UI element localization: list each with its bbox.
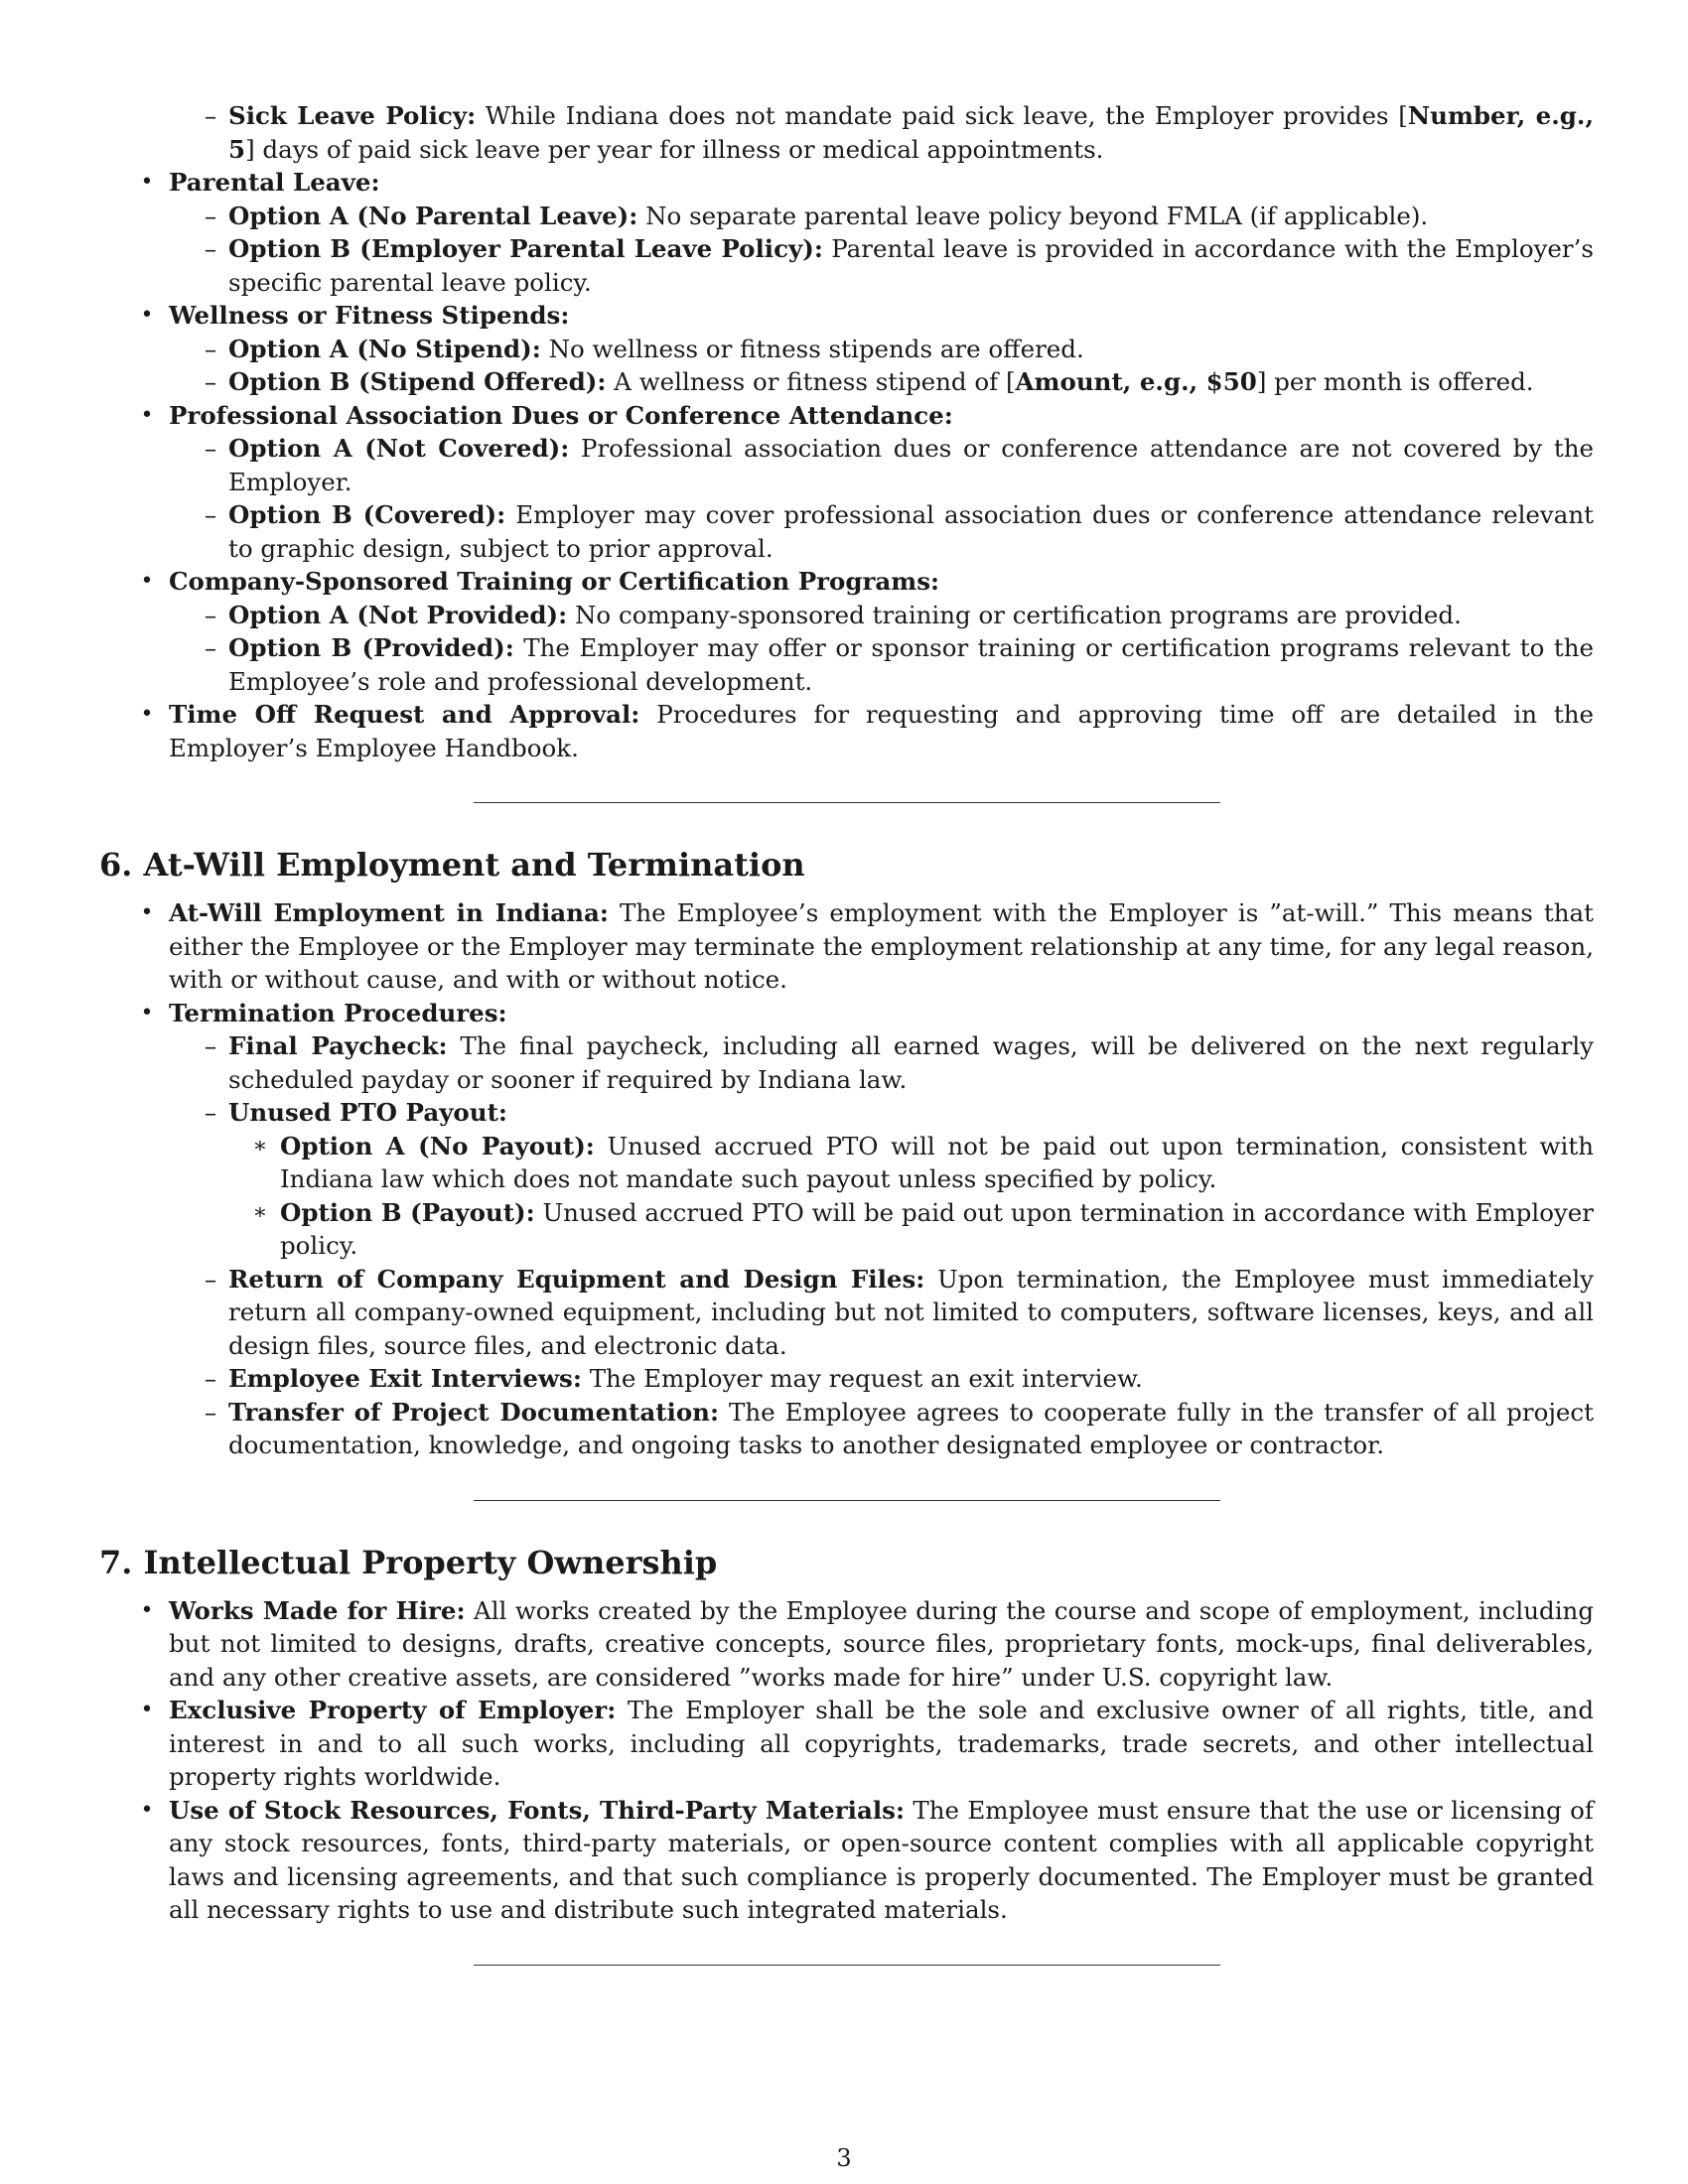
bullet-marker: • [140, 702, 154, 727]
item-text: ] days of paid sick leave per year for illness or medical appointments. [245, 134, 1104, 164]
asterisk-marker: ∗ [252, 1133, 268, 1159]
dash-marker: – [204, 367, 217, 396]
item-label: Use of Stock Resources, Fonts, Third-Party Materials: [169, 1795, 905, 1825]
item-text: The Employer may offer or sponsor training or certification programs relevant to the Employee’s role and professional development. [228, 633, 1595, 696]
item-label: Option B (Covered): [228, 500, 506, 529]
section-7-heading: 7. Intellectual Property Ownership [99, 1543, 718, 1581]
placeholder-text: Number, e.g., 5 [228, 101, 1594, 164]
item-text: Procedures for requesting and approving time off are detailed in the Employer’s Employee Handbook. [169, 700, 1594, 762]
item-label: Unused PTO Payout: [228, 1098, 507, 1127]
dash-marker: – [204, 1364, 217, 1393]
item-text: The Employee must ensure that the use or licensing of any stock resources, fonts, third-party materials, or open-source content complies with all applicable copyright laws and licensing agreements, and that such compliance is properly documented. The Employer must be granted all necessary rights to use and distribute such integrated materials. [169, 1795, 1594, 1924]
item-label: Works Made for Hire: [169, 1595, 466, 1625]
leave-benefits-list [99, 99, 1594, 764]
bullet-marker: • [140, 1000, 154, 1025]
bullet-marker: • [140, 402, 154, 428]
dash-marker: – [204, 500, 217, 529]
item-text: ] per month is offered. [1256, 367, 1534, 396]
dash-marker: – [204, 201, 217, 230]
list-item [99, 399, 1594, 433]
item-text: Professional association dues or conference attendance are not covered by the Employer. [228, 434, 1594, 496]
item-text: The final paycheck, including all earned wages, will be delivered on the next regularly scheduled payday or sooner if required by Indiana law. [228, 1031, 1595, 1094]
item-label: Option B (Employer Parental Leave Policy): [228, 234, 823, 263]
list-item [99, 1029, 1594, 1096]
item-label: Termination Procedures: [169, 998, 507, 1027]
list-item [99, 565, 1594, 599]
bullet-marker: • [140, 170, 154, 195]
item-label: Transfer of Project Documentation: [228, 1397, 720, 1427]
item-text: The Employee agrees to cooperate fully in the transfer of all project documentation, knowledge, and ongoing tasks to another designated employee or contractor. [228, 1397, 1594, 1459]
list-item [99, 1794, 1594, 1927]
item-label: Wellness or Fitness Stipends: [169, 301, 570, 330]
item-label: At-Will Employment in Indiana: [169, 898, 609, 927]
item-text: No wellness or fitness stipends are offered. [540, 334, 1084, 363]
item-label: Employee Exit Interviews: [228, 1364, 582, 1393]
section-6-list [99, 896, 1594, 1462]
page-number: 3 [836, 2144, 852, 2172]
list-item [99, 997, 1594, 1030]
list-item [99, 333, 1594, 366]
item-label: Company-Sponsored Training or Certification Programs: [169, 567, 940, 596]
document-page [99, 99, 1594, 1966]
dash-marker: – [204, 101, 217, 130]
bullet-marker: • [140, 900, 154, 925]
list-item [99, 1196, 1594, 1263]
item-text: Unused accrued PTO will not be paid out upon termination, consistent with Indiana law which does not mandate such payout unless specified by policy. [280, 1131, 1594, 1193]
list-item [99, 1263, 1594, 1363]
section-7-list [99, 1594, 1594, 1927]
item-label: Professional Association Dues or Conference Attendance: [169, 400, 953, 430]
item-text: While Indiana does not mandate paid sick leave, the Employer provides [ [476, 101, 1408, 130]
item-label: Option B (Payout): [280, 1197, 535, 1227]
placeholder-text: Amount, e.g., $50 [1015, 367, 1257, 396]
dash-marker: – [204, 633, 217, 662]
list-item [99, 1362, 1594, 1396]
section-divider [474, 802, 1220, 803]
item-text: Unused accrued PTO will be paid out upon termination in accordance with Employer policy. [280, 1197, 1595, 1260]
list-item [99, 1130, 1594, 1196]
dash-marker: – [204, 1098, 217, 1127]
item-text: Parental leave is provided in accordance with the Employer’s specific parental leave policy. [228, 234, 1594, 297]
bullet-marker: • [140, 1597, 154, 1623]
list-item [99, 1694, 1594, 1794]
list-item [99, 599, 1594, 632]
item-text: The Employer may request an exit interview. [581, 1364, 1143, 1393]
list-item [99, 698, 1594, 764]
asterisk-marker: ∗ [252, 1199, 268, 1225]
bullet-marker: • [140, 1698, 154, 1722]
item-text: No separate parental leave policy beyond FMLA (if applicable). [637, 201, 1429, 230]
item-label: Sick Leave Policy: [228, 101, 477, 130]
item-label: Option A (No Parental Leave): [228, 201, 638, 230]
item-label: Option B (Stipend Offered): [228, 367, 607, 396]
list-item [99, 166, 1594, 200]
item-label: Time Off Request and Approval: [169, 700, 640, 729]
list-item [99, 631, 1594, 698]
item-text: A wellness or fitness stipend of [ [606, 367, 1016, 396]
section-6-heading: 6. At-Will Employment and Termination [99, 846, 805, 884]
list-item [99, 99, 1594, 166]
dash-marker: – [204, 1031, 217, 1060]
bullet-marker: • [140, 1797, 154, 1823]
item-label: Option A (Not Covered): [228, 434, 570, 463]
list-item [99, 896, 1594, 997]
item-text: The Employer shall be the sole and exclusive owner of all rights, title, and interest in and to all such works, including all copyrights, trademarks, trade secrets, and other intellectual property rights worldwide. [169, 1696, 1594, 1791]
item-label: Option B (Provided): [228, 633, 514, 662]
list-item [99, 432, 1594, 498]
item-label: Final Paycheck: [228, 1031, 448, 1060]
section-divider [474, 1965, 1220, 1966]
item-label: Option A (Not Provided): [228, 600, 568, 629]
list-item [99, 1396, 1594, 1462]
item-text: No company-sponsored training or certification programs are provided. [567, 600, 1462, 629]
item-label: Return of Company Equipment and Design Files: [228, 1264, 925, 1294]
item-label: Exclusive Property of Employer: [169, 1696, 617, 1724]
bullet-marker: • [140, 303, 154, 328]
dash-marker: – [204, 434, 217, 463]
item-label: Parental Leave: [169, 168, 380, 197]
dash-marker: – [204, 234, 217, 263]
dash-marker: – [204, 334, 217, 363]
item-text: Employer may cover professional association dues or conference attendance relevant to graphic design, subject to prior approval. [228, 500, 1594, 563]
list-item [99, 365, 1594, 399]
list-item [99, 498, 1594, 565]
item-label: Option A (No Payout): [280, 1131, 595, 1160]
list-item [99, 1096, 1594, 1130]
item-text: All works created by the Employee during the course and scope of employment, including but not limited to designs, drafts, creative concepts, source files, proprietary fonts, mock-ups, final deliverables, and any other creative assets, are considered ”works made for hire” under U.S. copyright law. [169, 1595, 1594, 1692]
item-text: Upon termination, the Employee must immediately return all company-owned equipment, including but not limited to computers, software licenses, keys, and all design files, source files, and electronic data. [228, 1264, 1594, 1360]
item-text: The Employee’s employment with the Employer is ”at-will.” This means that either the Employee or the Employer may terminate the employment relationship at any time, for any legal reason, with or without cause, and with or without notice. [169, 898, 1594, 994]
list-item [99, 1594, 1594, 1695]
item-label: Option A (No Stipend): [228, 334, 541, 363]
list-item [99, 200, 1594, 233]
list-item [99, 299, 1594, 333]
dash-marker: – [204, 1264, 217, 1294]
list-item [99, 232, 1594, 299]
section-divider [474, 1500, 1220, 1501]
dash-marker: – [204, 600, 217, 629]
bullet-marker: • [140, 569, 154, 594]
dash-marker: – [204, 1397, 217, 1427]
